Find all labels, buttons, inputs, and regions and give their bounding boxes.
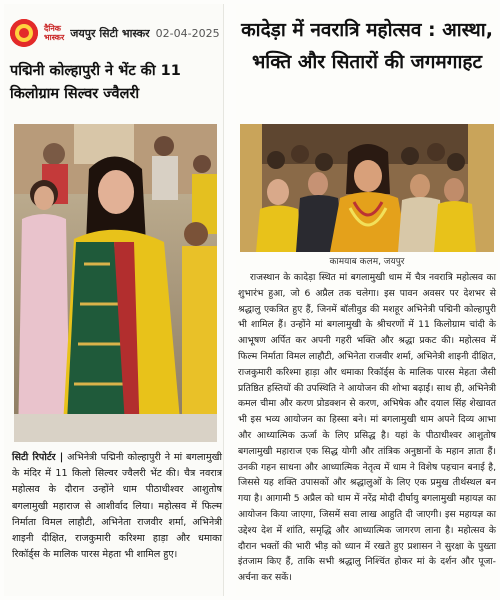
left-article-body	[12, 450, 222, 563]
logo-text: दैनिक भास्कर	[44, 24, 65, 42]
left-byline: सिटी रिपोर्टर |	[12, 452, 64, 463]
left-body-text: अभिनेत्री पद्मिनी कोल्हापुरी ने मां बगलामुखी के मंदिर में 11 किलो सिल्वर ज्वैलरी भेंट की। चैत्र नवरात्र महोत्सव के दौरान उन्होंने धाम पीठाधीश्वर आशुतोष बगलामुखी महाराज से आशीर्वाद लिया। महोत्सव में फिल्म निर्माता विमल लाहौटी, अभिनेता राजवीर शर्मा, अभिनेत्री शाइनी दीक्षित, राजकुमारी करिश्मा हाड़ा और धमाका रिकॉर्ड्स के मालिक पारस मेहता भी शामिल हुए।	[12, 452, 222, 561]
right-article-body: राजस्थान के कादेड़ा स्थित मां बगलामुखी धाम में चैत्र नवरात्रि महोत्सव का शुभारंभ हुआ, जो 6 अप्रैल तक चलेगा। इस पावन अवसर पर देशभर से श्रद्धालु एकत्रित हुए हैं, जिनमें बॉलीवुड की मशहूर अभिनेत्री पद्मिनी कोल्हापुरी भी शामिल हैं। उन्होंने मां बगलामुखी के श्रीचरणों में 11 किलोग्राम चांदी के आभूषण अर्पित कर अपनी गहरी भक्ति और श्रद्धा प्रकट की। महोत्सव में फिल्म निर्माता विमल लाहौटी, अभिनेता राजवीर शर्मा, अभिनेत्री शाइनी दीक्षित, राजकुमारी करिश्मा हाड़ा और धमाका रिकॉर्ड्स के मालिक पारस मेहता जैसी प्रतिष्ठित हस्तियों की उपस्थिति ने आयोजन की शोभा बढ़ाई। साथ ही, अभिनेत्री कमल चीमा और करण प्रोडक्शन से करण, अभिषेक और दयाल सिंह शेखावत भी इस भव्य आयोजन का हिस्सा बने। मां बगलामुखी धाम अपने दिव्य आभा और आध्यात्मिक ऊर्जा के लिए प्रसिद्ध है। यहां के पीठाधीश्वर आशुतोष बगलामुखी महाराज एक सिद्ध योगी और तांत्रिक अनुष्ठानों के महान ज्ञाता हैं। उनकी गहन साधना और आध्यात्मिक नेतृत्व में धाम ने विशेष पहचान बनाई है, जिससे यह शक्ति उपासकों और श्रद्धालुओं के लिए एक प्रमुख तीर्थस्थल बन गया है। आगामी 5 अप्रैल को धाम में नरेंद्र मोदी दीर्घायु बगलामुखी महायज्ञ का आयोजन किया जाएगा, जिसमें सवा लाख आहुति दी जाएगी। इस महायज्ञ का उद्देश्य देश में शांति, समृद्धि और आध्यात्मिक जागरण लाना है। महोत्सव के दौरान भक्तों की भारी भीड़ को ध्यान में रखते हुए प्रशासन ने सुरक्षा के पुख्ता इंतजाम किए हैं, ताकि सभी श्रद्धालु निश्चिंत होकर मां के दर्शन और पूजा-अर्चना कर सकें।	[238, 272, 496, 584]
edition-name: जयपुर सिटी भास्कर	[70, 26, 150, 40]
right-headline: कादेड़ा में नवरात्रि महोत्सव : आस्था, भक्ति और सितारों की जगमगाहट	[241, 19, 493, 73]
left-clipping	[4, 4, 224, 596]
publication-date: 02-04-2025	[155, 26, 220, 40]
photo-caption: कामयाब कलम, जयपुर	[329, 257, 405, 267]
right-clipping	[236, 4, 498, 596]
right-news-photo	[240, 124, 494, 252]
masthead	[4, 4, 224, 56]
left-news-photo	[14, 124, 217, 442]
bhaskar-logo	[10, 19, 38, 47]
left-headline: पद्मिनी कोल्हापुरी ने भेंट की 11 किलोग्राम सिल्वर ज्वैलरी	[10, 63, 181, 102]
